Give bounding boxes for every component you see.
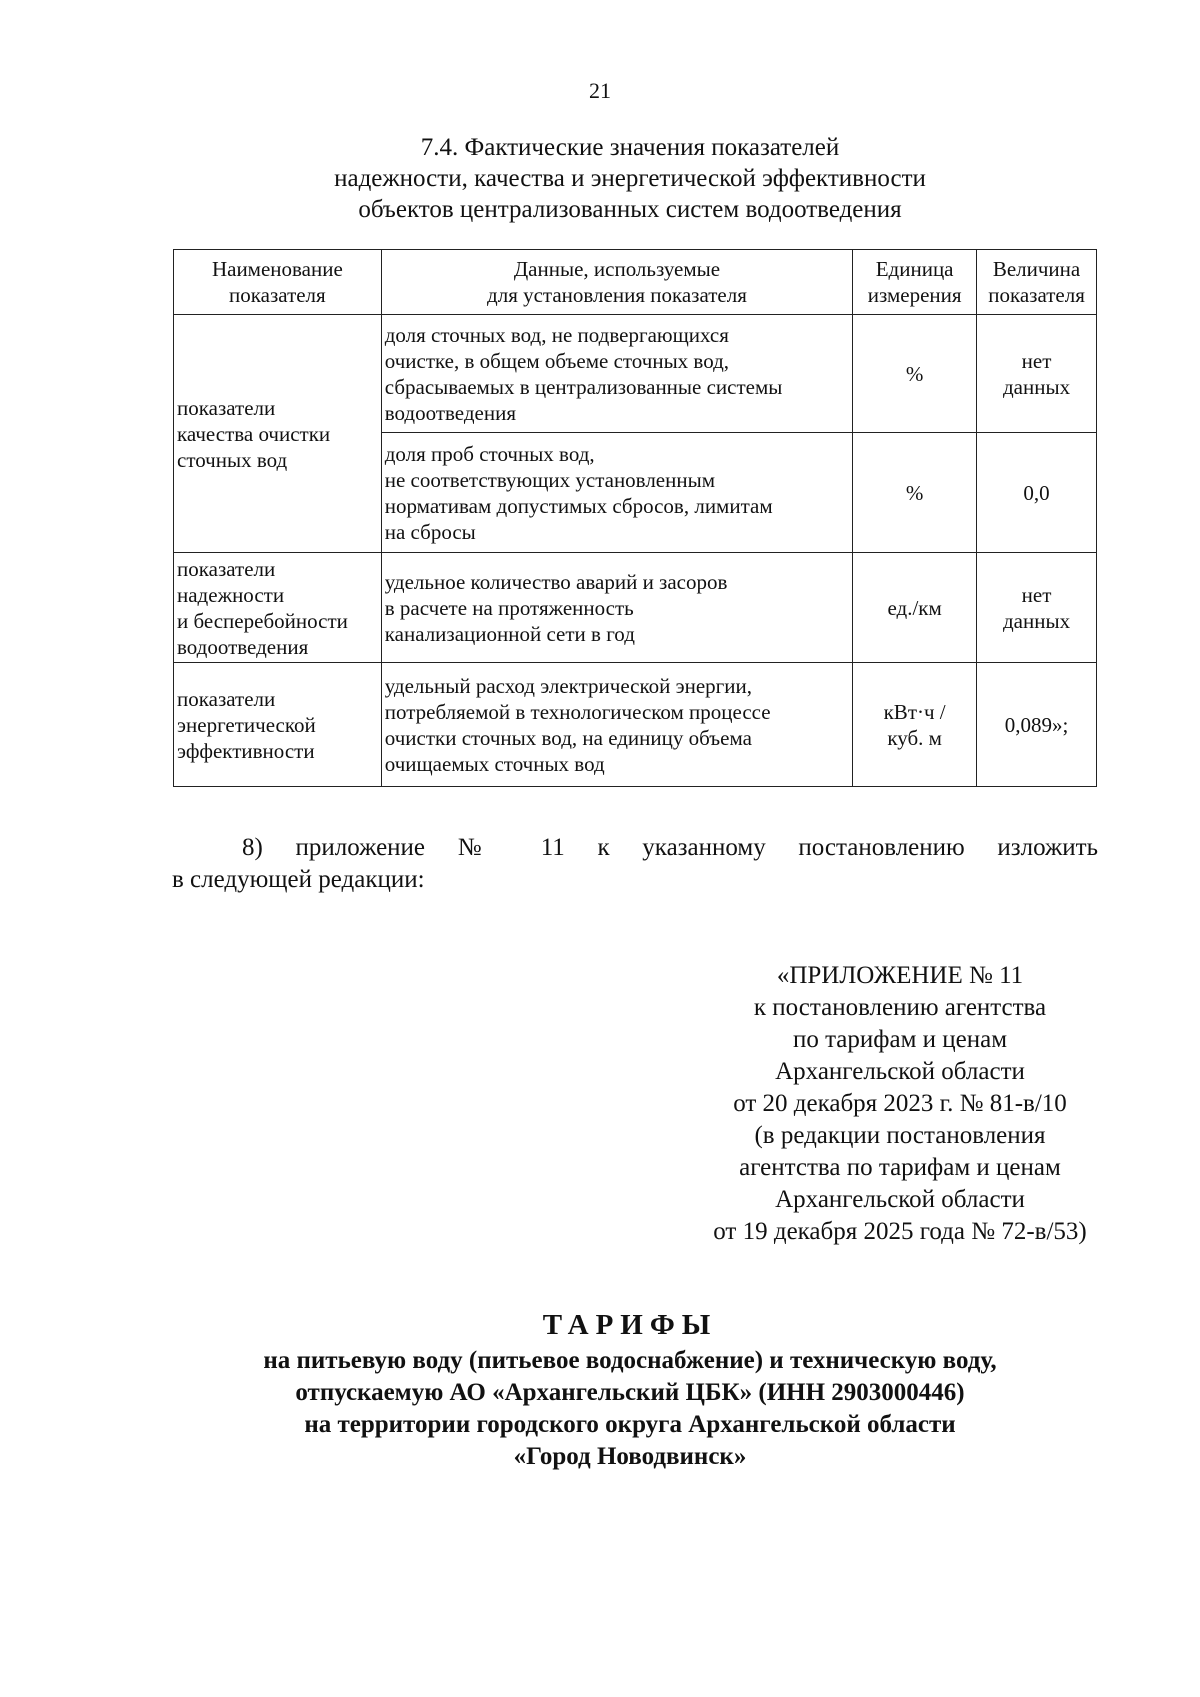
appendix-line: от 19 декабря 2025 года № 72-в/53) [713,1218,1087,1245]
value-cell: 0,0 [977,433,1097,553]
unit-cell: % [853,315,977,433]
value-cell: 0,089»; [977,663,1097,787]
appendix-line: Архангельской области [775,1186,1025,1213]
header-indicator-name: Наименование показателя [174,250,382,315]
appendix-line: агентства по тарифам и ценам [739,1154,1061,1181]
paragraph-line: 8) приложение № 11 к указанному постановлению изложить [242,834,1098,861]
tariffs-title-block [150,1307,1110,1473]
value-cell: нет данных [977,315,1097,433]
tariffs-heading: ТАРИФЫ [542,1309,718,1341]
indicator-group-cell: показатели надежности и бесперебойности водоотведения [174,553,382,663]
section-title-line: надежности, качества и энергетической эффективности [334,165,926,192]
value-cell: нет данных [977,553,1097,663]
data-cell: удельный расход электрической энергии, потребляемой в технологическом процессе очистки сточных вод, на единицу объема очищаемых сточных вод [381,663,852,787]
paragraph-line: в следующей редакции: [172,866,425,893]
appendix-line: Архангельской области [775,1058,1025,1085]
indicators-table [173,249,1097,787]
table-row [174,663,1097,787]
tariffs-subtitle-line: на территории городского округа Архангельской области [304,1411,956,1438]
data-cell: доля сточных вод, не подвергающихся очистке, в общем объеме сточных вод, сбрасываемых в централизованные системы водоотведения [381,315,852,433]
header-value: Величина показателя [977,250,1097,315]
amendment-paragraph [172,832,1098,896]
page-number: 21 [589,78,611,103]
tariffs-subtitle-line: «Город Новодвинск» [513,1443,747,1470]
table-row [174,315,1097,433]
data-cell: удельное количество аварий и засоров в расчете на протяженность канализационной сети в год [381,553,852,663]
data-cell: доля проб сточных вод, не соответствующих установленным нормативам допустимых сбросов, лимитам на сбросы [381,433,852,553]
unit-cell: кВт·ч / куб. м [853,663,977,787]
appendix-block [680,960,1120,1248]
appendix-line: от 20 декабря 2023 г. № 81-в/10 [733,1090,1067,1117]
tariffs-subtitle-line: отпускаемую АО «Архангельский ЦБК» (ИНН 2903000446) [295,1379,965,1406]
appendix-line: по тарифам и ценам [792,1026,1008,1053]
table-row [174,553,1097,663]
section-title-line: 7.4. Фактические значения показателей [420,134,840,161]
indicator-group-cell: показатели качества очистки сточных вод [174,315,382,553]
section-title [180,132,1080,225]
appendix-line: к постановлению агентства [753,994,1047,1021]
header-data-used: Данные, используемые для установления показателя [381,250,852,315]
tariffs-subtitle-line: на питьевую воду (питьевое водоснабжение) и техническую воду, [263,1347,997,1374]
indicator-group-cell: показатели энергетической эффективности [174,663,382,787]
table-header-row [174,250,1097,315]
unit-cell: ед./км [853,553,977,663]
unit-cell: % [853,433,977,553]
appendix-line: «ПРИЛОЖЕНИЕ № 11 [776,962,1024,989]
header-unit: Единица измерения [853,250,977,315]
section-title-line: объектов централизованных систем водоотведения [358,196,902,223]
appendix-line: (в редакции постановления [754,1122,1046,1149]
